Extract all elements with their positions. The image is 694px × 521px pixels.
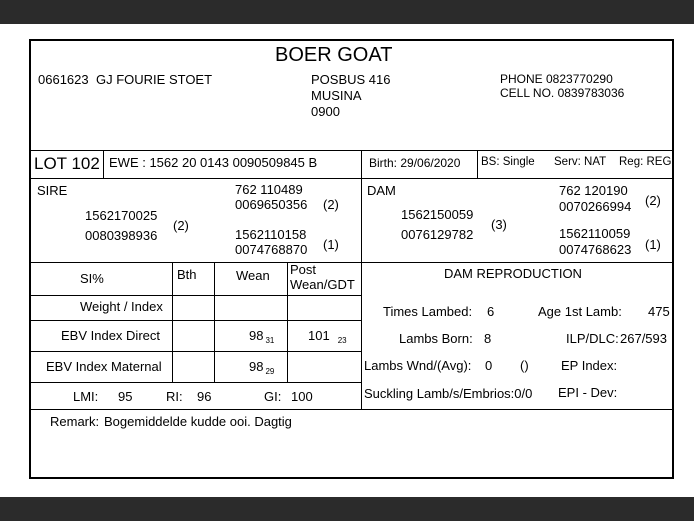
ebv-direct-wean: 98 $_{31}$ [249,328,275,345]
dam-reg-number: 0076129782 [401,227,474,242]
divider [361,262,362,409]
weight-index-label: Weight / Index [80,299,163,314]
cell-number: CELL NO. 0839783036 [500,86,625,100]
divider [31,178,672,179]
ebv-direct-label: EBV Index Direct [61,328,160,343]
remark-text: Bogemiddelde kudde ooi. Dagtig [104,414,292,429]
divider [31,382,361,383]
page-title: BOER GOAT [275,44,393,66]
lot-card [29,39,674,479]
age-first-lamb-value: 475 [648,304,670,319]
registration-type: Reg: REG [619,156,672,168]
bth-header: Bth [177,267,197,282]
sire-dam-reg: 0074768870 [235,242,308,257]
divider [31,351,361,352]
si-header: SI% [80,271,104,286]
divider [172,262,173,382]
sire-id: 1562170025 [85,208,158,223]
lambs-born-value: 8 [484,331,492,346]
dam-sire-count: (2) [645,193,661,208]
sire-label: SIRE [37,183,68,198]
dam-dam-count: (1) [645,237,661,252]
address-line-1: POSBUS 416 [311,72,391,87]
address-line-3: 0900 [311,104,340,119]
birth-date: Birth: 29/06/2020 [369,156,461,170]
lmi-value: 95 [118,389,133,404]
divider [103,150,104,178]
breeder-name: GJ FOURIE STOET [96,72,213,87]
dam-sire-reg: 0070266994 [559,199,632,214]
divider [31,295,361,296]
dam-progeny-count: (3) [491,217,507,232]
wean-gdt-header: Wean/GDT [290,277,355,292]
ri-label: RI: [166,389,183,404]
lmi-label: LMI: [73,389,99,404]
times-lambed-value: 6 [487,304,495,319]
ewe-id: EWE : 1562 20 0143 0090509845 B [109,155,318,170]
age-first-lamb-label: Age 1st Lamb: [538,304,622,319]
sire-dam-id: 1562110158 [235,227,307,242]
ri-value: 96 [197,389,212,404]
sire-dam-count: (1) [323,237,339,252]
suckling-label: Suckling Lamb/s/Embrios:0/0 [364,386,533,401]
wean-header: Wean [236,268,270,283]
sire-sire-id: 762 110489 [235,182,303,197]
divider [31,262,672,263]
ebv-maternal-wean: 98 $_{29}$ [249,359,275,376]
gi-label: GI: [264,389,282,404]
divider [361,150,362,178]
ep-index-label: EP Index: [561,358,618,373]
catalogue-sheet [0,24,694,497]
dam-label: DAM [367,183,396,198]
service-type: Serv: NAT [554,156,607,168]
remark-label: Remark: [50,414,100,429]
lambs-weaned-average: () [520,358,529,373]
divider [214,262,215,382]
dam-sire-id: 762 120190 [559,183,628,198]
ilp-dlc-value: 267/593 [620,331,667,346]
times-lambed-label: Times Lambed: [383,304,473,319]
post-header: Post [290,262,317,277]
suckling-value: 0/0 [514,386,533,401]
epi-dev-label: EPI - Dev: [558,385,618,400]
dam-id: 1562150059 [401,207,474,222]
divider [31,320,361,321]
dam-dam-id: 1562110059 [559,226,631,241]
dam-reproduction-title: DAM REPRODUCTION [444,266,582,281]
birth-status: BS: Single [481,156,535,168]
breeder-code: 0661623 [38,72,89,87]
divider [287,262,288,382]
divider [31,409,672,410]
sire-sire-reg: 0069650356 [235,197,308,212]
divider [31,150,672,151]
ebv-maternal-label: EBV Index Maternal [46,359,162,374]
lambs-weaned-value: 0 [485,358,493,373]
gi-value: 100 [291,389,313,404]
sire-sire-count: (2) [323,197,339,212]
ilp-dlc-label: ILP/DLC: [566,331,619,346]
lot-label: LOT 102 [34,154,100,173]
dam-dam-reg: 0074768623 [559,242,632,257]
lambs-born-label: Lambs Born: [399,331,473,346]
phone-number: PHONE 0823770290 [500,72,613,86]
sire-reg-number: 0080398936 [85,228,158,243]
ebv-direct-post: 101 $_{23}$ [308,328,347,345]
divider [477,150,478,178]
address-line-2: MUSINA [311,88,362,103]
lambs-weaned-label: Lambs Wnd/(Avg): [364,358,472,373]
divider [361,178,362,262]
sire-progeny-count: (2) [173,218,189,233]
